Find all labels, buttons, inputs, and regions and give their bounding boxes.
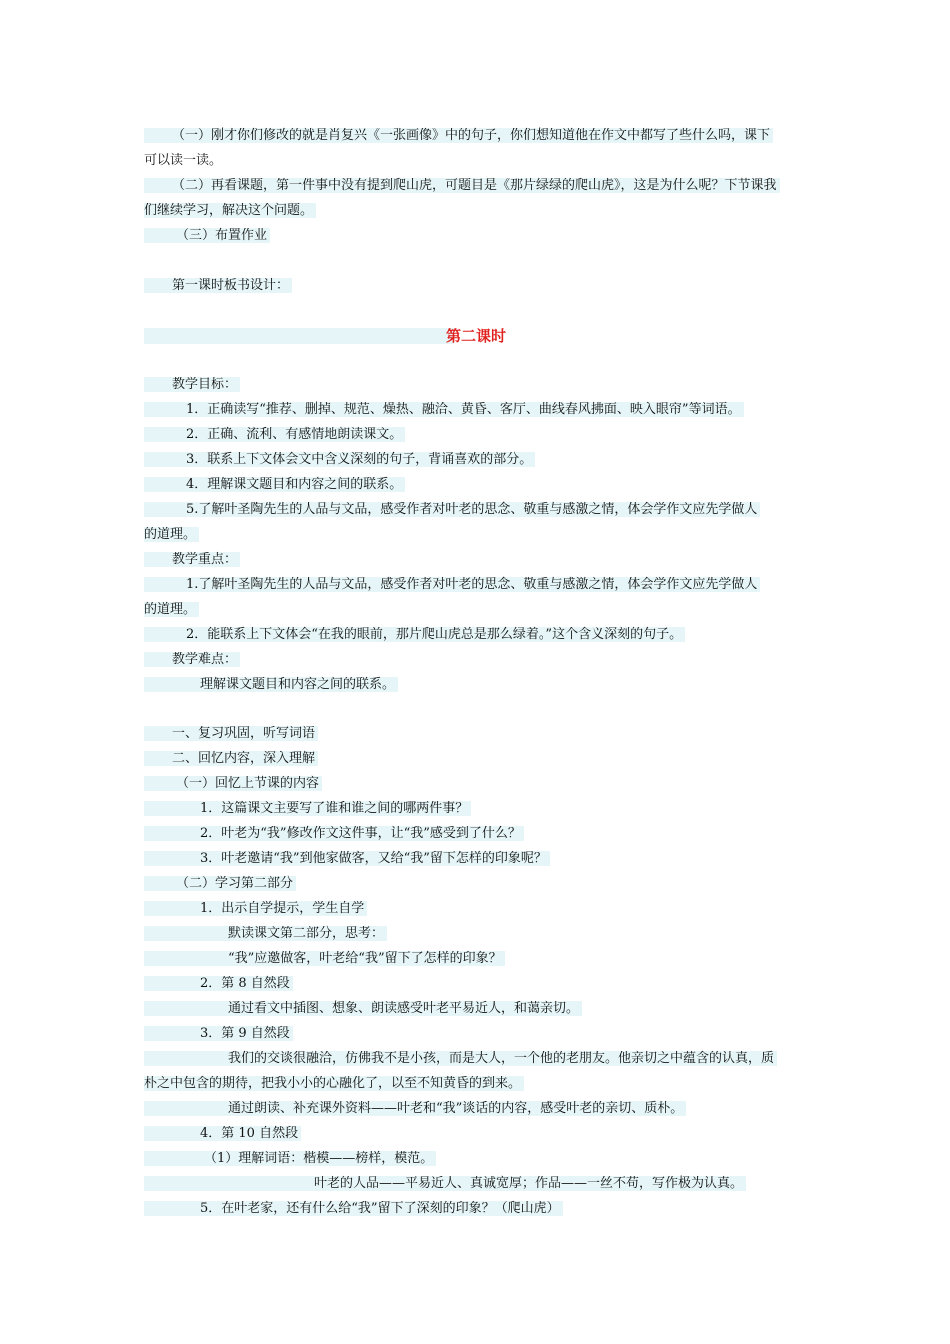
paragraph-line [144, 151, 222, 171]
text-line: 4．理解课文题目和内容之间的联系。 [144, 477, 405, 492]
paragraph-line [144, 126, 773, 146]
study-step [144, 1124, 301, 1144]
paragraph-line [144, 201, 316, 221]
text-line: 2．叶老为“我”修改作文这件事，让“我”感受到了什么？ [144, 826, 524, 841]
text-line: （一）刚才你们修改的就是肖复兴《一张画像》中的句子，你们想知道他在作文中都写了些什么吗，课下 [144, 128, 773, 143]
text-line: 2．正确、流利、有感情地朗读课文。 [144, 427, 405, 442]
text-line: 通过朗读、补充课外资料——叶老和“我”谈话的内容，感受叶老的亲切、质朴。 [144, 1101, 686, 1116]
objective-item [144, 500, 760, 520]
text-line: 4．第 10 自然段 [144, 1126, 301, 1141]
text-line: 2．第 8 自然段 [144, 976, 293, 991]
text-line: 朴之中包含的期待，把我小小的心融化了，以至不知黄昏的到来。 [144, 1076, 524, 1091]
text-line: 理解课文题目和内容之间的联系。 [144, 677, 398, 692]
heading-text: 教学目标： [144, 377, 240, 392]
question-item [144, 824, 524, 844]
study-step [144, 974, 293, 994]
text-line: 1．这篇课文主要写了谁和谁之间的哪两件事？ [144, 801, 471, 816]
text-line: 1.了解叶圣陶先生的人品与文品，感受作者对叶老的思念、敬重与感激之情，体会学作文应先学做人 [144, 577, 760, 592]
key-point-item [144, 600, 199, 620]
text-line: 默读课文第二部分，思考： [144, 926, 387, 941]
text-line: 3．叶老邀请“我”到他家做客，又给“我”留下怎样的印象呢？ [144, 851, 550, 866]
text-line: 3．联系上下文体会文中含义深刻的句子，背诵喜欢的部分。 [144, 452, 535, 467]
study-detail [144, 949, 505, 969]
text-line: “我”应邀做客，叶老给“我”留下了怎样的印象？ [144, 951, 505, 966]
study-step [144, 1199, 563, 1219]
text-line: 我们的交谈很融洽，仿佛我不是小孩，而是大人，一个他的老朋友。他亲切之中蕴含的认真，质 [144, 1051, 777, 1066]
study-detail [144, 1099, 686, 1119]
text-line: 3．第 9 自然段 [144, 1026, 293, 1041]
text-line: 可以读一读。 [144, 153, 223, 168]
text-line: （1）理解词语：楷模——榜样，模范。 [144, 1151, 436, 1166]
text-line: 的道理。 [144, 527, 199, 542]
heading-text: 教学重点： [144, 552, 240, 567]
key-point-item [144, 625, 685, 645]
lesson-title: 第二课时 [445, 327, 506, 345]
study-detail [144, 1074, 524, 1094]
key-points-heading [144, 550, 240, 570]
objective-item [144, 475, 405, 495]
question-item [144, 799, 471, 819]
process-substep [144, 874, 296, 894]
study-step [144, 1024, 293, 1044]
text-line: （三）布置作业 [144, 228, 270, 243]
text-line: 的道理。 [144, 602, 199, 617]
text-line: 5．在叶老家，还有什么给“我”留下了深刻的印象？（爬山虎） [144, 1201, 563, 1216]
text-line: （二）学习第二部分 [144, 876, 296, 891]
study-detail [144, 924, 387, 944]
process-step [144, 749, 318, 769]
objective-item [144, 425, 405, 445]
paragraph-line [144, 226, 270, 246]
study-detail [144, 1149, 436, 1169]
objective-item [144, 525, 199, 545]
study-detail [144, 999, 582, 1019]
paragraph-line [144, 276, 292, 296]
difficulty-heading [144, 650, 240, 670]
text-line: 一、复习巩固，听写词语 [144, 726, 318, 741]
study-detail [144, 1174, 746, 1194]
text-line: 们继续学习，解决这个问题。 [144, 203, 316, 218]
process-substep [144, 774, 322, 794]
text-line: 通过看文中插图、想象、朗读感受叶老平易近人，和蔼亲切。 [144, 1001, 582, 1016]
objectives-heading [144, 375, 240, 395]
text-line: 叶老的人品——平易近人、真诚宽厚；作品——一丝不苟，写作极为认真。 [144, 1176, 746, 1191]
objective-item [144, 400, 744, 420]
difficulty-item [144, 675, 398, 695]
key-point-item [144, 575, 760, 595]
text-line: 二、回忆内容，深入理解 [144, 751, 318, 766]
process-step [144, 724, 318, 744]
paragraph-line [144, 176, 780, 196]
question-item [144, 849, 550, 869]
text-line: （二）再看课题，第一件事中没有提到爬山虎，可题目是《那片绿绿的爬山虎》，这是为什么呢？下节课我 [144, 178, 780, 193]
text-line: （一）回忆上节课的内容 [144, 776, 322, 791]
study-detail [144, 1049, 777, 1069]
objective-item [144, 450, 535, 470]
heading-text: 教学难点： [144, 652, 240, 667]
text-line: 第一课时板书设计： [144, 278, 292, 293]
text-line: 5.了解叶圣陶先生的人品与文品，感受作者对叶老的思念、敬重与感激之情，体会学作文应先学做人 [144, 502, 760, 517]
text-line: 1．出示自学提示，学生自学 [144, 901, 367, 916]
text-line: 1．正确读写“推荐、删掉、规范、燥热、融洽、黄昏、客厅、曲线春风拂面、映入眼帘”等词语。 [144, 402, 744, 417]
text-line: 2．能联系上下文体会“在我的眼前，那片爬山虎总是那么绿着。”这个含义深刻的句子。 [144, 627, 685, 642]
study-step [144, 899, 367, 919]
